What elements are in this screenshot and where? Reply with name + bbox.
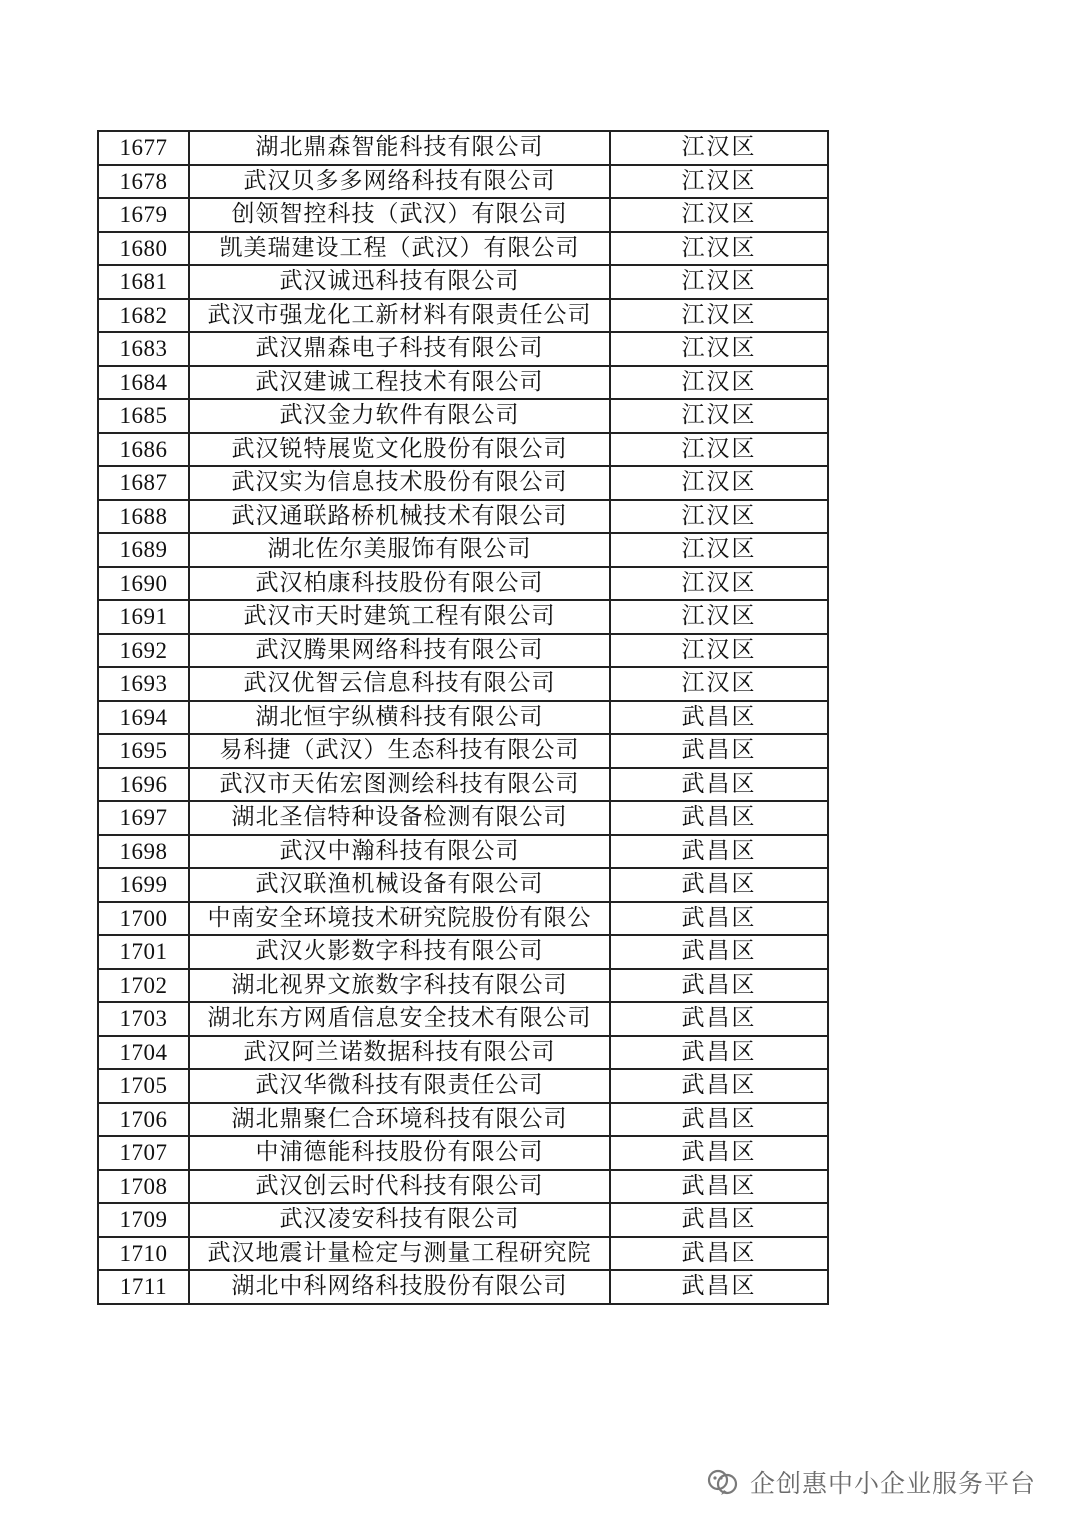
company-name-cell: 武汉联渔机械设备有限公司 (189, 868, 610, 902)
company-name-cell: 凯美瑞建设工程（武汉）有限公司 (189, 232, 610, 266)
table-row (98, 198, 828, 232)
table-row (98, 701, 828, 735)
table-row (98, 1002, 828, 1036)
row-number-cell: 1684 (98, 366, 189, 400)
company-name-cell: 武汉创云时代科技有限公司 (189, 1170, 610, 1204)
company-name-cell: 湖北视界文旅数字科技有限公司 (189, 969, 610, 1003)
district-cell: 江汉区 (610, 500, 828, 534)
company-name-cell: 湖北中科网络科技股份有限公司 (189, 1270, 610, 1304)
table-row (98, 768, 828, 802)
table-row (98, 1270, 828, 1304)
row-number-cell: 1694 (98, 701, 189, 735)
row-number-cell: 1699 (98, 868, 189, 902)
district-cell: 江汉区 (610, 634, 828, 668)
row-number-cell: 1678 (98, 165, 189, 199)
district-cell: 江汉区 (610, 466, 828, 500)
district-cell: 江汉区 (610, 366, 828, 400)
row-number-cell: 1708 (98, 1170, 189, 1204)
row-number-cell: 1685 (98, 399, 189, 433)
company-name-cell: 湖北圣信特种设备检测有限公司 (189, 801, 610, 835)
row-number-cell: 1680 (98, 232, 189, 266)
table-row (98, 667, 828, 701)
company-name-cell: 湖北东方网盾信息安全技术有限公司 (189, 1002, 610, 1036)
row-number-cell: 1706 (98, 1103, 189, 1137)
row-number-cell: 1709 (98, 1203, 189, 1237)
district-cell: 武昌区 (610, 1170, 828, 1204)
company-name-cell: 中南安全环境技术研究院股份有限公 (189, 902, 610, 936)
company-name-cell: 武汉金力软件有限公司 (189, 399, 610, 433)
company-name-cell: 湖北佐尔美服饰有限公司 (189, 533, 610, 567)
table-row (98, 868, 828, 902)
district-cell: 武昌区 (610, 1069, 828, 1103)
district-cell: 江汉区 (610, 667, 828, 701)
company-name-cell: 武汉贝多多网络科技有限公司 (189, 165, 610, 199)
row-number-cell: 1704 (98, 1036, 189, 1070)
table-row (98, 600, 828, 634)
row-number-cell: 1686 (98, 433, 189, 467)
table-row (98, 935, 828, 969)
table-row (98, 567, 828, 601)
district-cell: 武昌区 (610, 902, 828, 936)
district-cell: 武昌区 (610, 1136, 828, 1170)
table-row (98, 366, 828, 400)
company-name-cell: 武汉阿兰诺数据科技有限公司 (189, 1036, 610, 1070)
table-body (98, 131, 828, 1304)
company-name-cell: 武汉建诚工程技术有限公司 (189, 366, 610, 400)
row-number-cell: 1703 (98, 1002, 189, 1036)
district-cell: 武昌区 (610, 1270, 828, 1304)
row-number-cell: 1696 (98, 768, 189, 802)
company-name-cell: 武汉火影数字科技有限公司 (189, 935, 610, 969)
company-name-cell: 创领智控科技（武汉）有限公司 (189, 198, 610, 232)
district-cell: 江汉区 (610, 165, 828, 199)
row-number-cell: 1683 (98, 332, 189, 366)
table-row (98, 131, 828, 165)
row-number-cell: 1690 (98, 567, 189, 601)
district-cell: 武昌区 (610, 1036, 828, 1070)
row-number-cell: 1688 (98, 500, 189, 534)
table-row (98, 1036, 828, 1070)
table-row (98, 332, 828, 366)
row-number-cell: 1679 (98, 198, 189, 232)
row-number-cell: 1702 (98, 969, 189, 1003)
company-name-cell: 武汉地震计量检定与测量工程研究院 (189, 1237, 610, 1271)
watermark (704, 1462, 1036, 1502)
table-row (98, 969, 828, 1003)
row-number-cell: 1705 (98, 1069, 189, 1103)
company-name-cell: 武汉锐特展览文化股份有限公司 (189, 433, 610, 467)
company-name-cell: 中浦德能科技股份有限公司 (189, 1136, 610, 1170)
district-cell: 江汉区 (610, 600, 828, 634)
district-cell: 江汉区 (610, 433, 828, 467)
company-name-cell: 武汉诚迅科技有限公司 (189, 265, 610, 299)
table-row (98, 232, 828, 266)
table-row (98, 500, 828, 534)
district-cell: 武昌区 (610, 1237, 828, 1271)
table-row (98, 1103, 828, 1137)
table-row (98, 902, 828, 936)
district-cell: 武昌区 (610, 969, 828, 1003)
table-row (98, 533, 828, 567)
district-cell: 江汉区 (610, 399, 828, 433)
district-cell: 江汉区 (610, 131, 828, 165)
table-row (98, 1136, 828, 1170)
table-row (98, 265, 828, 299)
table-row (98, 634, 828, 668)
district-cell: 江汉区 (610, 533, 828, 567)
company-name-cell: 易科捷（武汉）生态科技有限公司 (189, 734, 610, 768)
district-cell: 武昌区 (610, 801, 828, 835)
row-number-cell: 1681 (98, 265, 189, 299)
district-cell: 江汉区 (610, 299, 828, 333)
row-number-cell: 1691 (98, 600, 189, 634)
district-cell: 江汉区 (610, 332, 828, 366)
table-row (98, 835, 828, 869)
table-row (98, 399, 828, 433)
enterprise-list-table (97, 130, 829, 1305)
table-row (98, 165, 828, 199)
company-name-cell: 武汉通联路桥机械技术有限公司 (189, 500, 610, 534)
company-name-cell: 武汉中瀚科技有限公司 (189, 835, 610, 869)
row-number-cell: 1711 (98, 1270, 189, 1304)
row-number-cell: 1687 (98, 466, 189, 500)
company-name-cell: 湖北鼎森智能科技有限公司 (189, 131, 610, 165)
row-number-cell: 1695 (98, 734, 189, 768)
company-name-cell: 武汉鼎森电子科技有限公司 (189, 332, 610, 366)
district-cell: 江汉区 (610, 265, 828, 299)
table-row (98, 1170, 828, 1204)
row-number-cell: 1692 (98, 634, 189, 668)
row-number-cell: 1701 (98, 935, 189, 969)
district-cell: 江汉区 (610, 198, 828, 232)
table-row (98, 433, 828, 467)
table-row (98, 734, 828, 768)
company-name-cell: 湖北鼎聚仁合环境科技有限公司 (189, 1103, 610, 1137)
company-name-cell: 武汉凌安科技有限公司 (189, 1203, 610, 1237)
row-number-cell: 1710 (98, 1237, 189, 1271)
table-row (98, 1237, 828, 1271)
district-cell: 武昌区 (610, 1103, 828, 1137)
company-name-cell: 武汉实为信息技术股份有限公司 (189, 466, 610, 500)
company-name-cell: 武汉市天佑宏图测绘科技有限公司 (189, 768, 610, 802)
row-number-cell: 1689 (98, 533, 189, 567)
table-row (98, 466, 828, 500)
company-name-cell: 武汉市强龙化工新材料有限责任公司 (189, 299, 610, 333)
row-number-cell: 1698 (98, 835, 189, 869)
district-cell: 江汉区 (610, 232, 828, 266)
district-cell: 武昌区 (610, 935, 828, 969)
company-name-cell: 武汉华微科技有限责任公司 (189, 1069, 610, 1103)
watermark-text: 企创惠中小企业服务平台 (750, 1469, 1037, 1498)
company-name-cell: 武汉市天时建筑工程有限公司 (189, 600, 610, 634)
wechat-official-account-icon (704, 1466, 742, 1498)
district-cell: 武昌区 (610, 868, 828, 902)
row-number-cell: 1700 (98, 902, 189, 936)
company-name-cell: 武汉优智云信息科技有限公司 (189, 667, 610, 701)
row-number-cell: 1697 (98, 801, 189, 835)
row-number-cell: 1693 (98, 667, 189, 701)
company-name-cell: 湖北恒宇纵横科技有限公司 (189, 701, 610, 735)
district-cell: 武昌区 (610, 1002, 828, 1036)
table-row (98, 801, 828, 835)
district-cell: 武昌区 (610, 768, 828, 802)
row-number-cell: 1682 (98, 299, 189, 333)
company-name-cell: 武汉腾果网络科技有限公司 (189, 634, 610, 668)
table-row (98, 1069, 828, 1103)
district-cell: 武昌区 (610, 701, 828, 735)
row-number-cell: 1677 (98, 131, 189, 165)
table-row (98, 1203, 828, 1237)
district-cell: 江汉区 (610, 567, 828, 601)
district-cell: 武昌区 (610, 1203, 828, 1237)
district-cell: 武昌区 (610, 734, 828, 768)
table-row (98, 299, 828, 333)
row-number-cell: 1707 (98, 1136, 189, 1170)
company-name-cell: 武汉柏康科技股份有限公司 (189, 567, 610, 601)
district-cell: 武昌区 (610, 835, 828, 869)
